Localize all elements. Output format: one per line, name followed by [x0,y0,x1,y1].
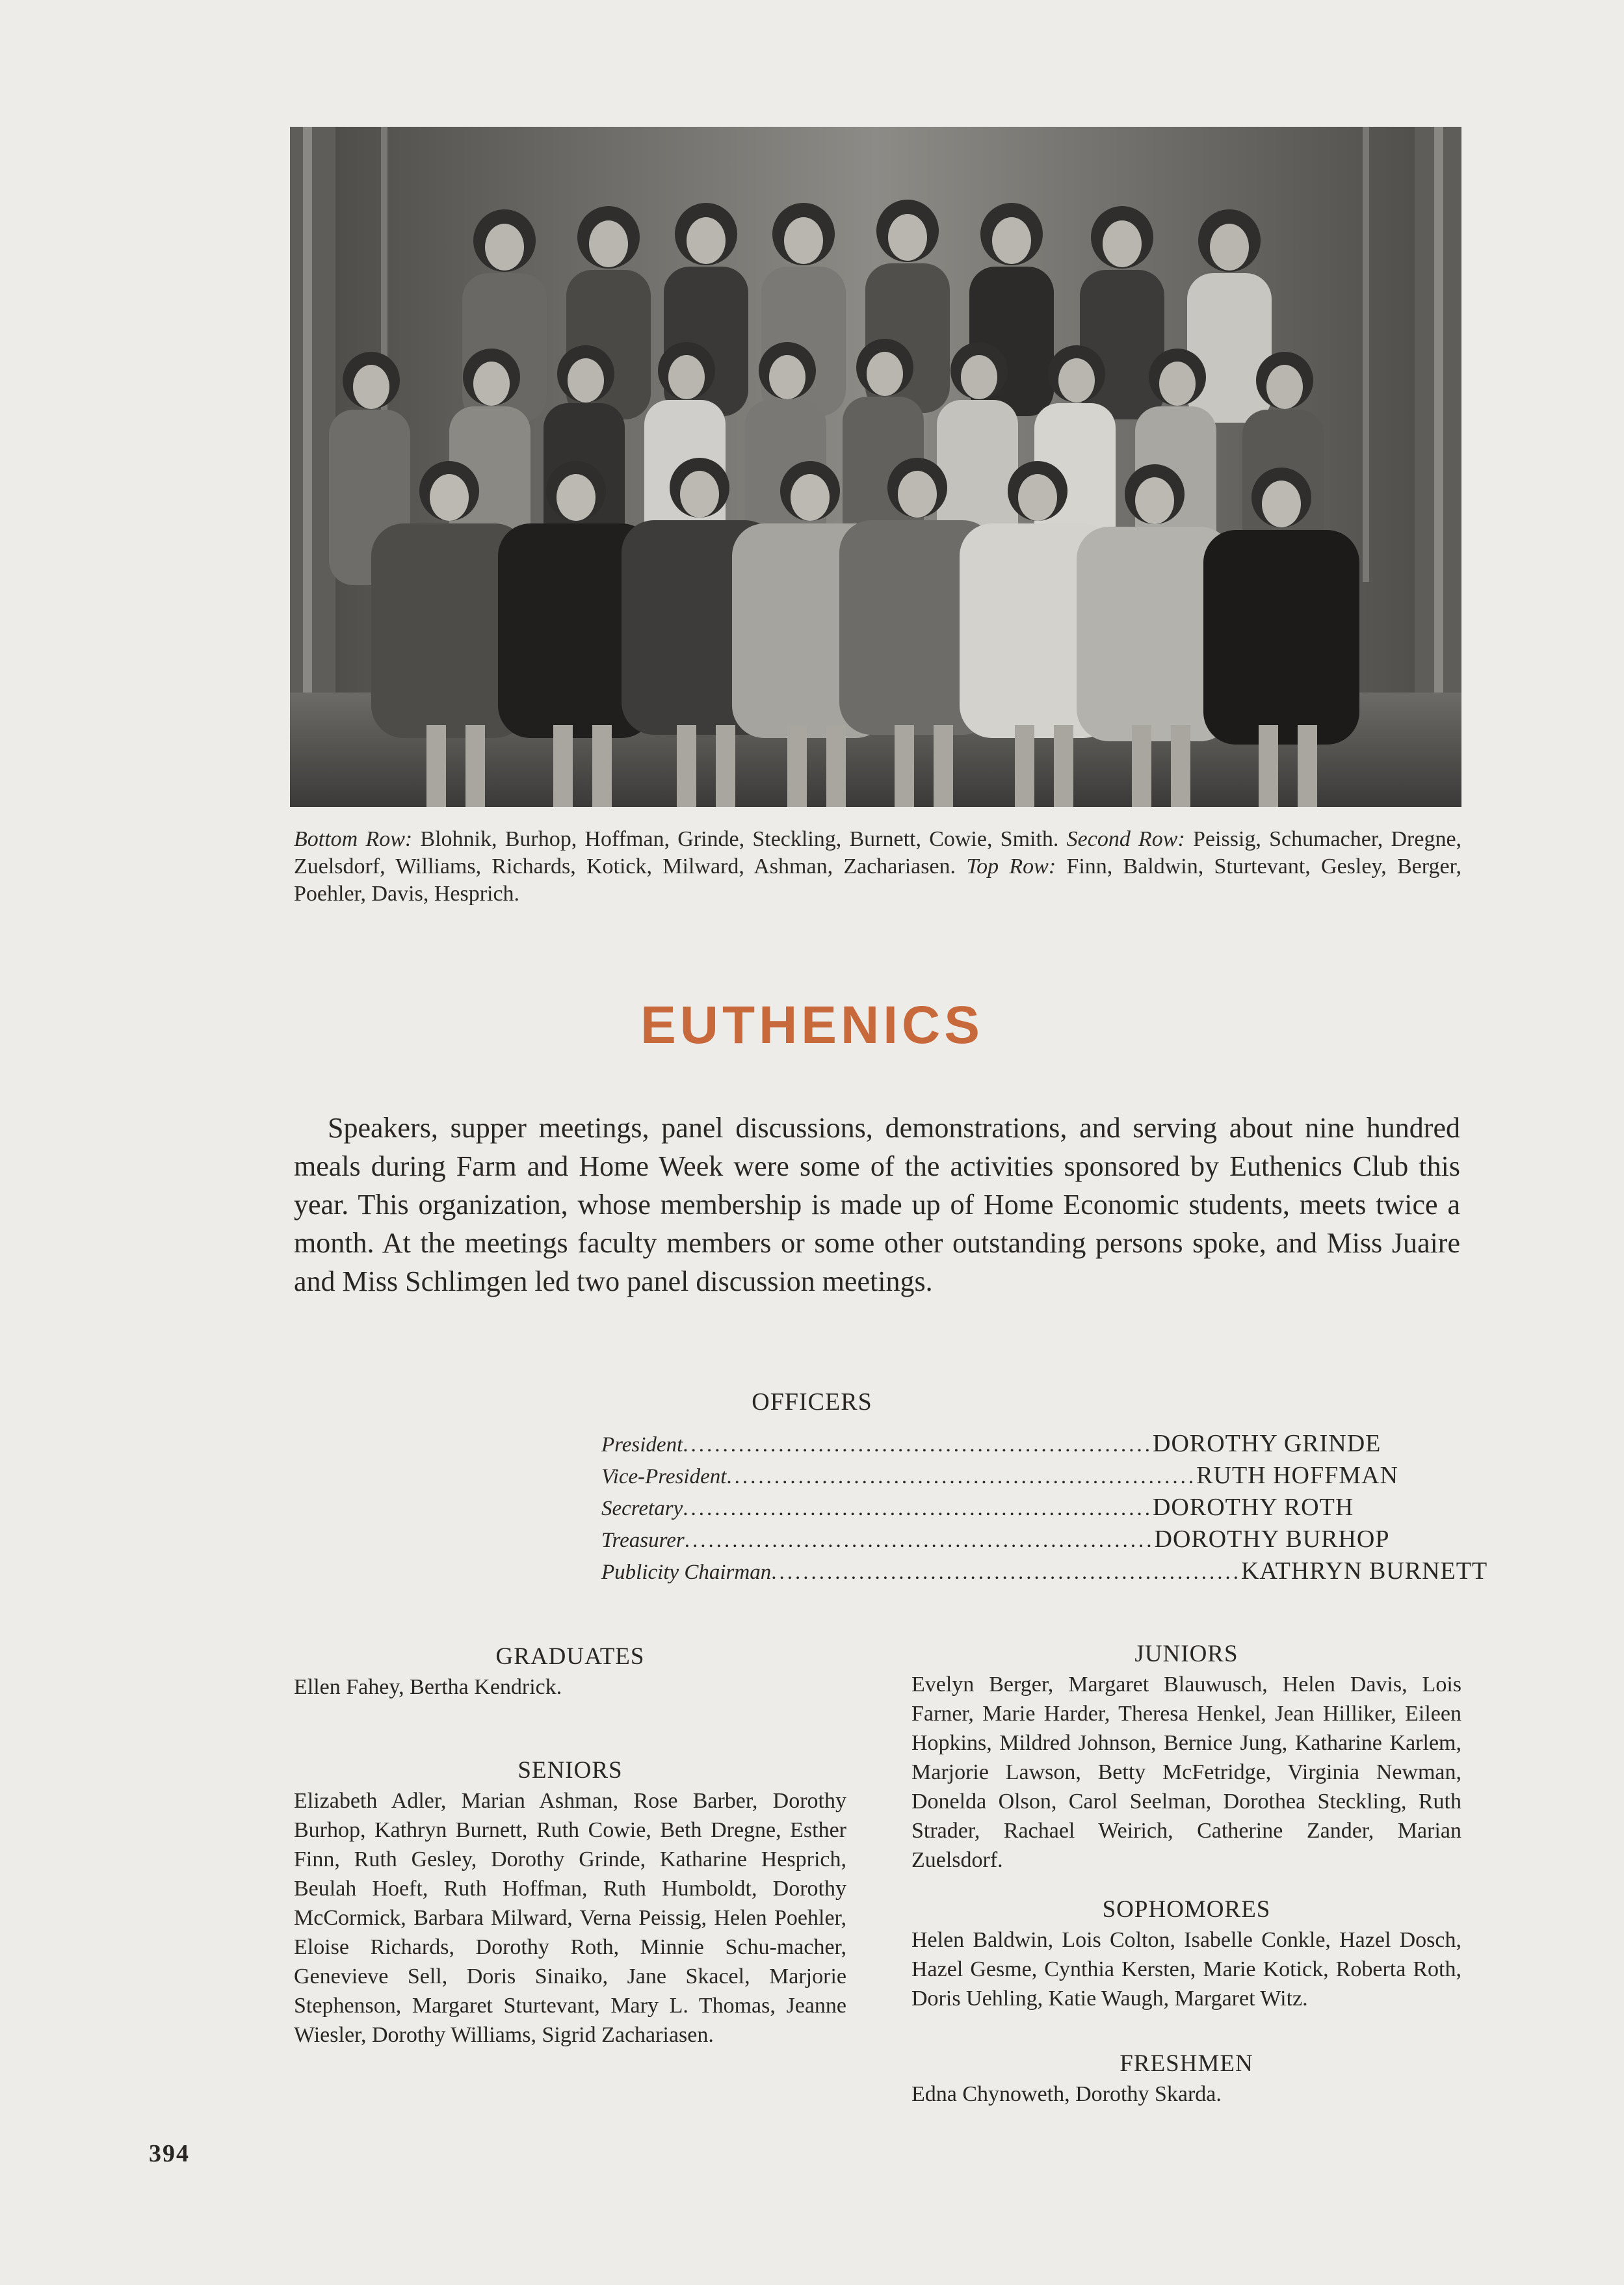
group-photo-icon [290,127,1461,807]
officer-name: DOROTHY BURHOP [1154,1526,1390,1553]
group-photo [290,127,1461,807]
officer-name: DOROTHY GRINDE [1153,1430,1382,1457]
juniors-heading: JUNIORS [1134,1641,1238,1667]
juniors-names: Evelyn Berger, Margaret Blauwusch, Helen Davis, Lois Farner, Marie Harder, Theresa Henkel, Jean Hilliker, Eileen Hopkins, Mildred Johnson, Bernice Jung, Katharine Karlem, Marjorie Lawson, Betty McFetridge, Virginia Newman, Donelda Olson, Carol Seelman, Dorothea Steckling, Ruth Strader, Rachael Weirich, Catherine Zander, Marian Zuelsdorf. [911,1672,1461,1872]
officer-name: DOROTHY ROTH [1152,1494,1354,1521]
graduates-heading: GRADUATES [495,1643,645,1670]
page-number: 394 [149,2140,190,2167]
caption-top-names: Finn, Baldwin, Sturtevant, Gesley, Berger, Poehler, Davis, Hesprich. [294,854,1462,906]
leader-dots: ........................................................... [771,1561,1241,1584]
caption-top-label: Top Row: [966,854,1056,878]
leader-dots: ........................................................... [683,1497,1153,1520]
officers-heading: OFFICERS [752,1388,872,1416]
leader-dots: ........................................................... [684,1529,1155,1552]
freshmen-section [911,2048,1461,2109]
officer-row [601,1525,1390,1557]
officer-role: Treasurer [601,1529,685,1552]
graduates-section [294,1641,846,1702]
graduates-names: Ellen Fahey, Bertha Kendrick. [294,1675,562,1699]
leader-dots: ........................................................... [683,1433,1153,1457]
page-title: EUTHENICS [640,996,984,1055]
sophomores-section [911,1894,1461,2013]
leader-dots: ........................................................... [726,1465,1197,1488]
seniors-section [294,1755,846,2050]
caption-bottom-names: Blohnik, Burhop, Hoffman, Grinde, Steckling, Burnett, Cowie, Smith. [420,827,1059,851]
juniors-section [911,1639,1461,1875]
caption-bottom-label: Bottom Row: [294,827,413,851]
officer-role: Vice-President [601,1465,727,1488]
officer-name: KATHRYN BURNETT [1240,1557,1488,1585]
caption-second-label: Second Row: [1066,827,1185,851]
officer-role: President [601,1433,683,1457]
officer-role: Secretary [601,1497,683,1520]
officer-row [601,1429,1382,1461]
officer-row [601,1493,1354,1525]
officers-list [601,1429,1488,1589]
caption-second-names: Peissig, Schumacher, Dregne, Zuelsdorf, Williams, Richards, Kotick, Milward, Ashman, Zachariasen. [294,827,1462,878]
officer-row [601,1461,1398,1493]
seniors-names: Elizabeth Adler, Marian Ashman, Rose Barber, Dorothy Burhop, Kathryn Burnett, Ruth Cowie, Beth Dregne, Esther Finn, Ruth Gesley, Dorothy Grinde, Katharine Hesprich, Beulah Hoeft, Ruth Hoffman, Ruth Humboldt, Dorothy McCormick, Barbara Milward, Verna Peissig, Helen Poehler, Eloise Richards, Dorothy Roth, Minnie Schu-macher, Genevieve Sell, Doris Sinaiko, Jane Skacel, Marjorie Stephenson, Margaret Sturtevant, Mary L. Thomas, Jeanne Wiesler, Dorothy Williams, Sigrid Zachariasen. [294,1789,846,2047]
sophomores-heading: SOPHOMORES [1102,1896,1271,1923]
freshmen-heading: FRESHMEN [1120,2050,1253,2077]
officer-role: Publicity Chairman [601,1561,772,1584]
intro-paragraph: Speakers, supper meetings, panel discussions, demonstrations, and serving about nine hundred meals during Farm and Home Week were some of the activities sponsored by Euthenics Club this year. This organization, whose membership is made up of Home Economic students, meets twice a month. At the meetings faculty members or some other outstanding persons spoke, and Miss Juaire and Miss Schlimgen led two panel discussion meetings. [294,1112,1460,1297]
officer-name: RUTH HOFFMAN [1196,1462,1398,1489]
photo-caption [294,826,1461,908]
freshmen-names: Edna Chynoweth, Dorothy Skarda. [911,2082,1222,2106]
sophomores-names: Helen Baldwin, Lois Colton, Isabelle Conkle, Hazel Dosch, Hazel Gesme, Cynthia Kersten, Marie Kotick, Roberta Roth, Doris Uehling, Katie Waugh, Margaret Witz. [911,1928,1461,2011]
seniors-heading: SENIORS [517,1757,623,1784]
officer-row [601,1557,1488,1589]
